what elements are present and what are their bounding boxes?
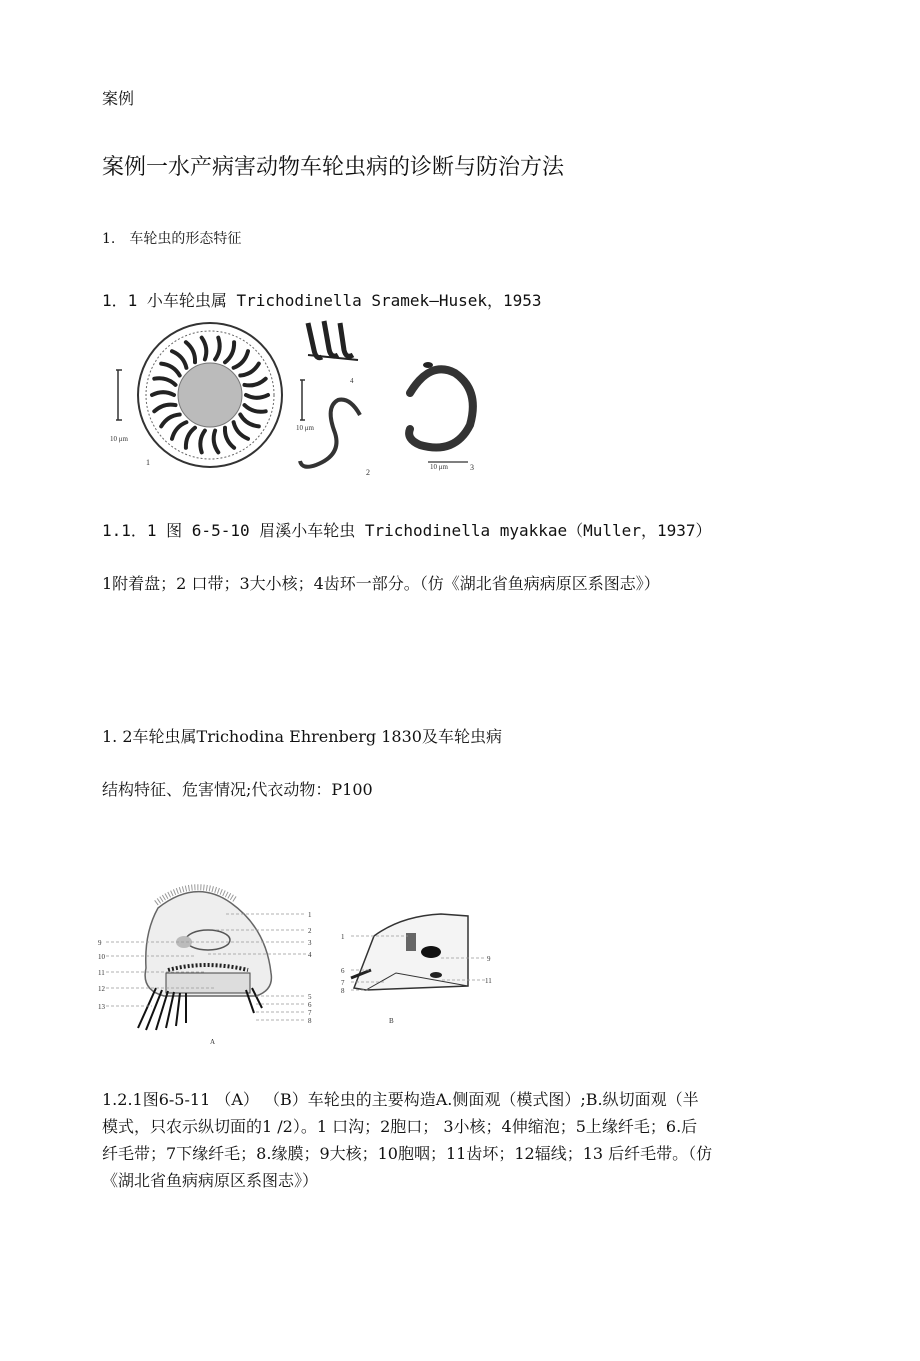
figure-2-panel-b-label: B [389,1017,394,1025]
figure-2-trichodina-structure [96,878,496,1048]
figure-1-label-4: 4 [350,377,354,385]
figure-1-label-3: 3 [470,463,474,472]
figure-2-b-label-1: 1 [341,933,345,941]
figure-1-label-1: 1 [146,458,150,467]
figure-2-a-label-5: 5 [308,993,312,1001]
oral-band-drawing [300,400,360,467]
denticle-mark [245,405,266,412]
denticle-mark [234,422,248,439]
denticle-mark [161,415,180,427]
denticle-mark [245,379,266,386]
figure-1-scale-1: 10 μm [110,435,128,443]
denticle-mark [234,351,248,368]
figure-2-caption [102,1086,712,1194]
figure-2-a-label-11: 11 [98,969,105,977]
denticle-mark [161,364,180,376]
figure-2-a-label-10: 10 [98,953,105,961]
denticle-mark [225,428,234,448]
figure-2-caption-line: 《湖北省鱼病病原区系图志》） [102,1171,319,1190]
figure-2-caption-line: 模式，只农示纵切面的1 /2）。1 口沟；2胞口； 3小核；4伸缩泡；5上缘纤毛；6.后 [102,1117,698,1136]
figure-2-b-label-7: 7 [341,979,345,987]
section-heading-1: 1. 车轮虫的形态特征 [102,231,242,247]
denticle-mark [240,364,258,376]
denticle-mark [152,392,174,395]
denticle-mark [154,378,175,385]
panel-b-longitudinal-section-drawing [351,914,486,990]
figure-2-a-label-4: 4 [308,951,312,959]
adhesive-disc-drawing [138,323,282,467]
figure-1-label-2: 2 [366,468,370,477]
figure-2-b-label-9: 9 [487,955,491,963]
doc-header: 案例 [102,89,135,108]
denticle-mark [214,431,219,453]
denticle-mark [186,428,195,448]
denticle-mark [246,395,268,398]
subsection-1-2-note: 结构特征、危害情况;代衣动物：P100 [102,780,373,799]
denticle-mark [186,342,195,362]
figure-2-a-label-3: 3 [308,939,312,947]
figure-2-caption-line: 纤毛带；7下缘纤毛；8.缘膜；9大核；10胞咽；11齿坏；12辐线；13 后纤毛带。（仿 [102,1144,713,1163]
figure-2-b-label-6: 6 [341,967,345,975]
subsection-1-1: 1．1 小车轮虫属 Trichodinella Sramek—Husek，1953 [102,291,542,310]
panel-a-side-view-drawing [106,887,306,1030]
figure-2-caption-line: 1.2.1图6-5-11 （A） （B）车轮虫的主要构造A.侧面观（模式图）;B.纵切面观（半 [102,1090,699,1109]
macronucleus-drawing [409,362,473,448]
figure-1-scale-2: 10 μm [296,424,314,432]
figure-2-a-label-9: 9 [98,939,102,947]
denticle-mark [215,338,220,360]
denticle-mark [202,338,207,360]
figure-2-b-label-8: 8 [341,987,345,995]
figure-2-panel-a-label: A [210,1038,216,1046]
denticle-mark [172,351,186,368]
figure-2-a-label-6: 6 [308,1001,312,1009]
denticle-mark [154,405,175,412]
figure-1-trichodinella-illustration [110,315,490,480]
figure-2-a-label-8: 8 [308,1017,312,1025]
figure-2-a-label-13: 13 [98,1003,105,1011]
figure-2-a-label-1: 1 [308,911,312,919]
denticle-mark [200,431,205,453]
figure-1-note: 1附着盘；2 口带；3大小核；4齿环一部分。（仿《湖北省鱼病病原区系图志》） [102,574,660,593]
subsection-1-2: 1. 2车轮虫属Trichodina Ehrenberg 1830及车轮虫病 [102,727,502,746]
figure-2-a-label-12: 12 [98,985,105,993]
figure-2-a-label-2: 2 [308,927,312,935]
tooth-ring-fragment-drawing [308,321,358,360]
denticle-mark [240,415,258,427]
figure-2-b-label-11: 11 [485,977,492,985]
doc-title: 案例一水产病害动物车轮虫病的诊断与防治方法 [102,155,565,180]
figure-1-caption: 1.1．1 图 6-5-10 眉溪小车轮虫 Trichodinella myakkae（Muller，1937） [102,521,712,540]
denticle-mark [172,422,186,439]
figure-1-scale-3: 10 μm [430,463,448,471]
denticle-mark [225,342,234,362]
figure-2-a-label-7: 7 [308,1009,312,1017]
